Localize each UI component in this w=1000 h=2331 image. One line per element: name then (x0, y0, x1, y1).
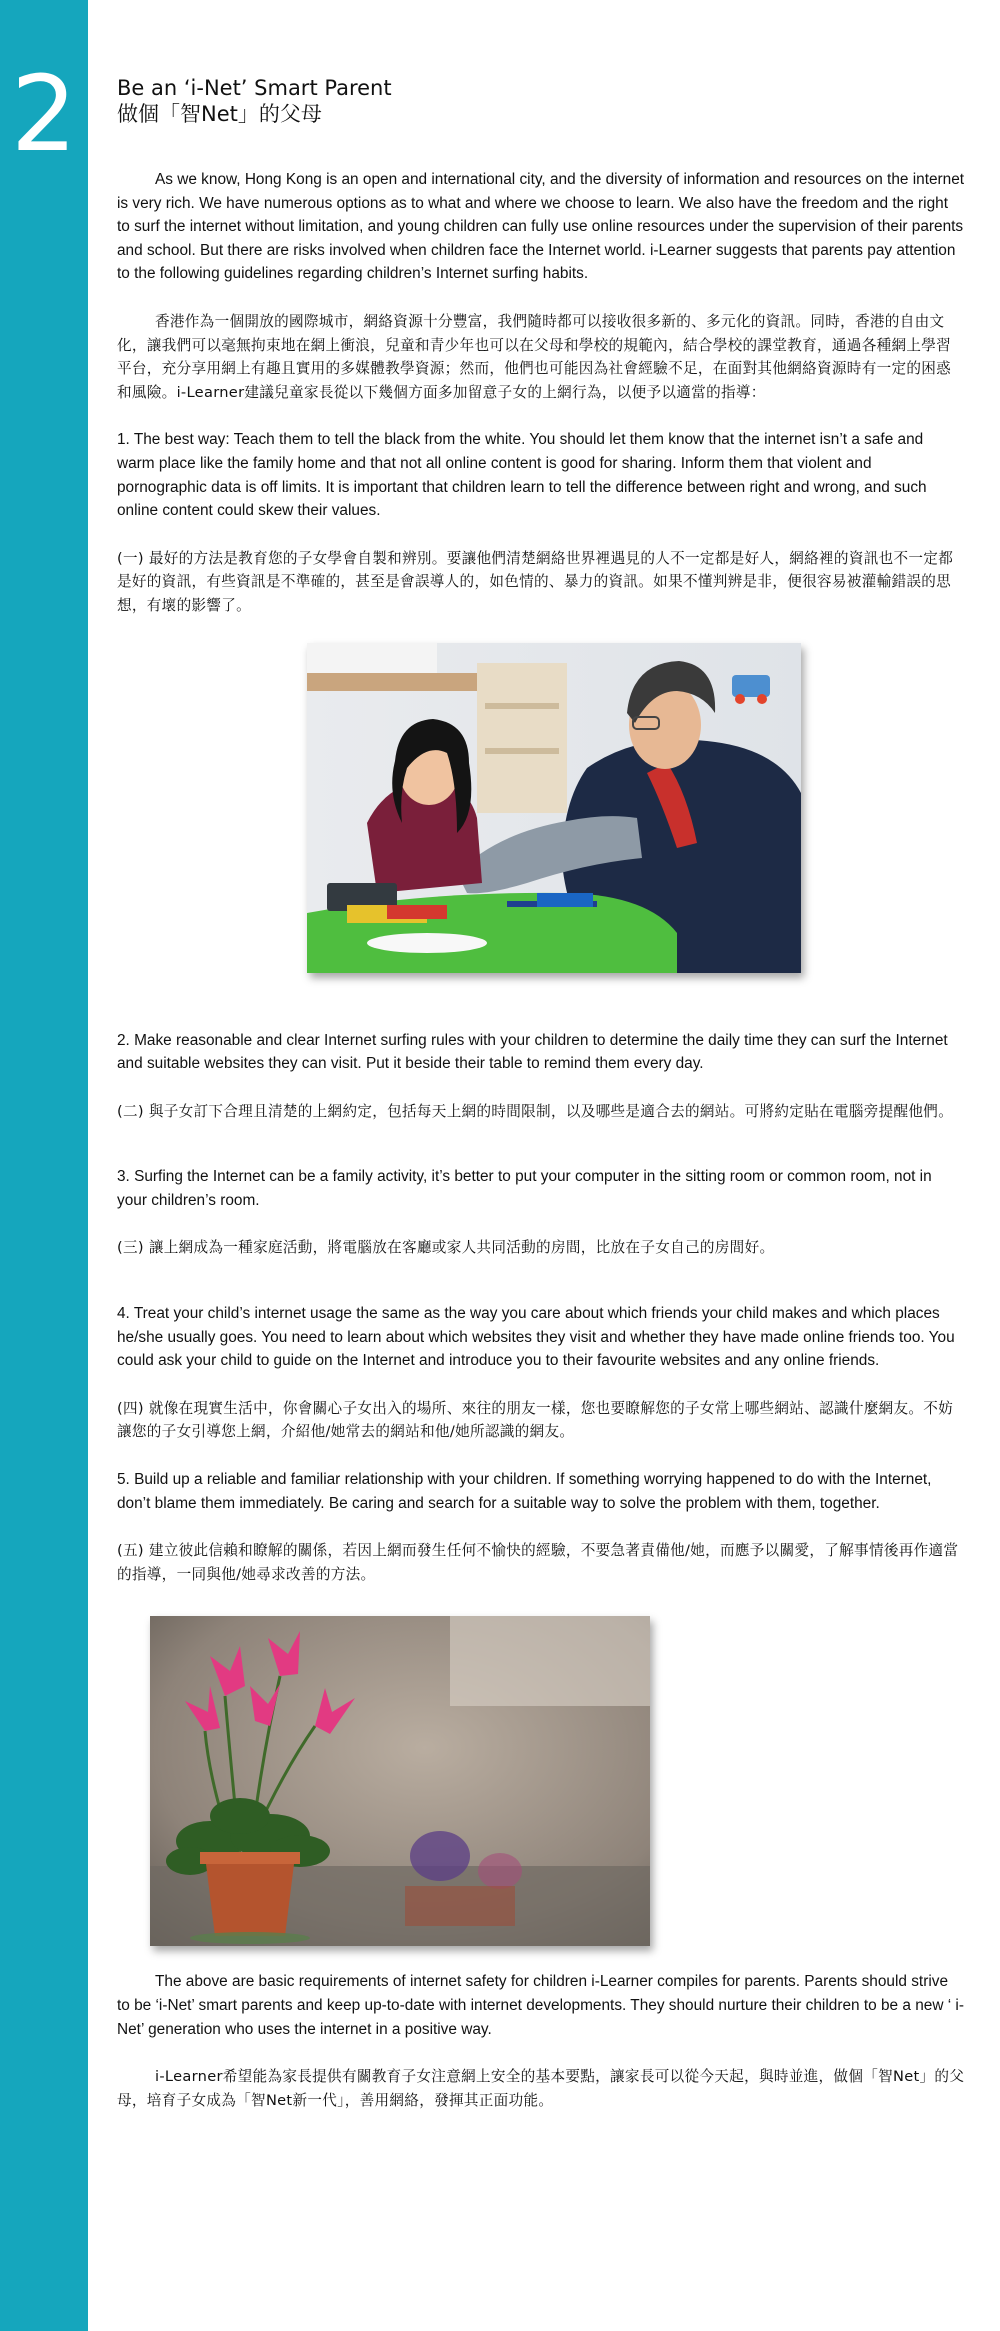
flower-pot-photo (150, 1616, 650, 1946)
guideline-5-en: 5. Build up a reliable and familiar relationship with your children. If something worrying happened to do with the Internet, don’t blame them immediately. Be caring and search for a suitable way to solve the problem with them, together. (117, 1471, 932, 1512)
flower-pot-illustration (150, 1616, 650, 1946)
closing-paragraph-zh: i-Learner希望能為家長提供有關教育子女注意網上安全的基本要點，讓家長可以從今天起，與時並進，做個「智Net」的父母，培育子女成為「智Net新一代」，善用網絡，發揮其正面功能。 (117, 2068, 965, 2109)
parent-child-photo (307, 643, 801, 973)
guideline-1-en: 1. The best way: Teach them to tell the black from the white. You should let them know that the internet isn’t a safe and warm place like the family home and that not all online content is good for sharing. Inform them that violent and pornographic data is off limits. It is important that children learn to tell the difference between right and wrong, and such online content could skew their values. (117, 431, 927, 520)
chapter-sidebar (0, 0, 88, 2331)
parent-child-illustration (307, 643, 801, 973)
chapter-title (117, 76, 392, 127)
guideline-4-zh: (四) 就像在現實生活中，你會關心子女出入的場所、來往的朋友一樣，您也要瞭解您的子女常上哪些網站、認識什麼網友。不妨讓您的子女引導您上網，介紹他/她常去的網站和他/她所認識的網友。 (117, 1399, 954, 1441)
guideline-4-en: 4. Treat your child’s internet usage the same as the way you care about which friends your child makes and which places he/she usually goes. You need to learn about which websites they visit and whether they have made online friends too. You could ask your child to guide on the Internet and introduce you to their favourite websites and any online friends. (117, 1305, 955, 1370)
intro-paragraph-en: As we know, Hong Kong is an open and international city, and the diversity of information and resources on the internet is very rich. We have numerous options as to what and where we choose to learn. We also have the freedom and the right to surf the internet without limitation, and young children can fully use online resources under the supervision of their parents and school. But there are risks involved when children face the Internet world. i-Learner suggests that parents pay attention to the following guidelines regarding children’s Internet surfing habits. (117, 171, 965, 283)
guideline-5-zh: (五) 建立彼此信賴和瞭解的關係，若因上網而發生任何不愉快的經驗，不要急著責備他/她，而應予以關愛，了解事情後再作適當的指導，一同與他/她尋求改善的方法。 (117, 1542, 959, 1583)
chapter-title-en: Be an ‘i-Net’ Smart Parent (117, 76, 392, 100)
guideline-2-zh: (二) 與子女訂下合理且清楚的上網約定，包括每天上網的時間限制，以及哪些是適合去的網站。可將約定貼在電腦旁提醒他們。 (117, 1102, 954, 1120)
guideline-1-zh: (一) 最好的方法是教育您的子女學會自製和辨別。要讓他們清楚網絡世界裡遇見的人不一定都是好人，網絡裡的資訊也不一定都是好的資訊，有些資訊是不準確的，甚至是會誤導人的，如色情的、暴力的資訊。如果不懂判辨是非，便很容易被灌輸錯誤的思想，有壞的影響了。 (117, 549, 954, 614)
closing-paragraph-en: The above are basic requirements of internet safety for children i-Learner compiles for parents. Parents should strive to be ‘i-Net’ smart parents and keep up-to-date with internet developments. They should nurture their children to be a new ‘ i-Net’ generation who uses the internet in a positive way. (117, 1973, 964, 2038)
chapter-number: 2 (10, 53, 78, 175)
chapter-title-zh: 做個「智Net」的父母 (117, 102, 322, 126)
article-body (117, 168, 965, 2112)
intro-paragraph-zh: 香港作為一個開放的國際城市，網絡資源十分豐富，我們隨時都可以接收很多新的、多元化的資訊。同時，香港的自由文化，讓我們可以毫無拘束地在網上衝浪，兒童和青少年也可以在父母和學校的規範內，結合學校的課堂教育，通過各種網上學習平台，充分享用網上有趣且實用的多媒體教學資源；然而，他們也可能因為社會經驗不足，在面對其他網絡資源時有一定的困惑和風險。i-Learner建議兒童家長從以下幾個方面多加留意子女的上網行為，以便予以適當的指導： (117, 312, 952, 401)
guideline-2-en: 2. Make reasonable and clear Internet surfing rules with your children to determine the daily time they can surf the Internet and suitable websites they can visit. Put it beside their table to remind them every day. (117, 1031, 948, 1073)
guideline-3-en: 3. Surfing the Internet can be a family activity, it’s better to put your computer in the sitting room or common room, not in your children’s room. (117, 1168, 932, 1209)
guideline-3-zh: (三) 讓上網成為一種家庭活動，將電腦放在客廳或家人共同活動的房間，比放在子女自己的房間好。 (117, 1239, 775, 1257)
